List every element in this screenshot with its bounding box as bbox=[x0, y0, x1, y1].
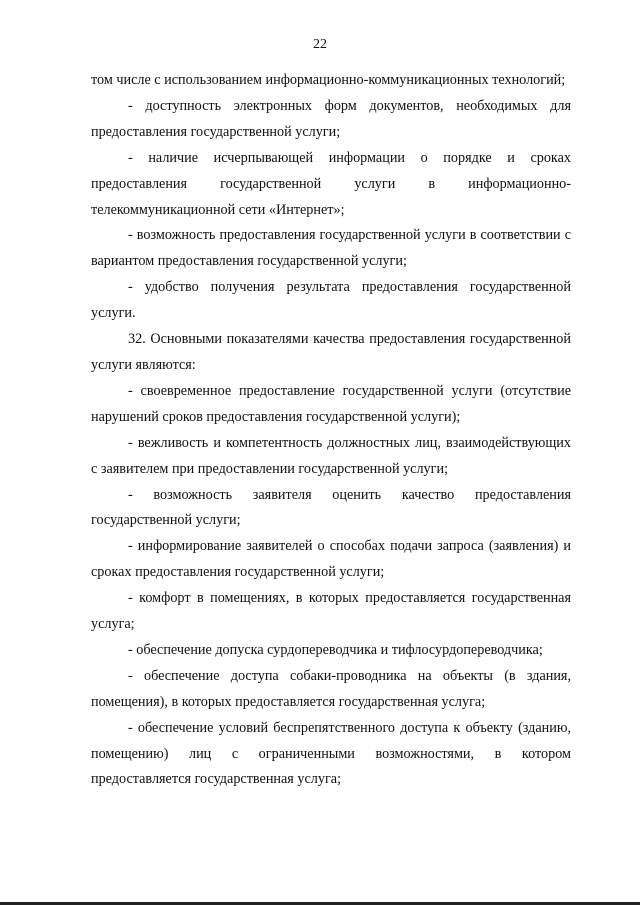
paragraph: - обеспечение допуска сурдопереводчика и тифлосурдопереводчика; bbox=[128, 641, 543, 658]
page-number: 22 bbox=[313, 37, 327, 52]
paragraph: - удобство получения результата предоставления государственной услуги. bbox=[91, 279, 571, 322]
paragraph: - доступность электронных форм документов, необходимых для предоставления государственной услуги; bbox=[91, 97, 571, 140]
paragraph: - возможность предоставления государственной услуги в соответствии с вариантом предоставления государственной услуги; bbox=[91, 227, 571, 270]
paragraph: том числе с использованием информационно-коммуникационных технологий; bbox=[91, 72, 566, 88]
paragraph: - комфорт в помещениях, в которых предоставляется государственная услуга; bbox=[91, 590, 571, 633]
document-body bbox=[91, 68, 571, 793]
paragraph: - обеспечение условий беспрепятственного доступа к объекту (зданию, помещению) лиц с ограниченными возможностями, в котором предоставляется государственная услуга; bbox=[91, 719, 571, 788]
paragraph: - вежливость и компетентность должностных лиц, взаимодействующих с заявителем при предоставлении государственной услуги; bbox=[91, 434, 571, 477]
paragraph: - обеспечение доступа собаки-проводника на объекты (в здания, помещения), в которых предоставляется государственная услуга; bbox=[91, 667, 571, 710]
paragraph: - наличие исчерпывающей информации о порядке и сроках предоставления государственной услуги в информационно-телекоммуникационной сети «Интернет»; bbox=[91, 149, 571, 218]
paragraph: - информирование заявителей о способах подачи запроса (заявления) и сроках предоставления государственной услуги; bbox=[91, 538, 571, 581]
paragraph: - своевременное предоставление государственной услуги (отсутствие нарушений сроков предоставления государственной услуги); bbox=[91, 382, 571, 425]
paragraph: - возможность заявителя оценить качество предоставления государственной услуги; bbox=[91, 486, 571, 529]
paragraph: 32. Основными показателями качества предоставления государственной услуги являются: bbox=[91, 331, 571, 373]
